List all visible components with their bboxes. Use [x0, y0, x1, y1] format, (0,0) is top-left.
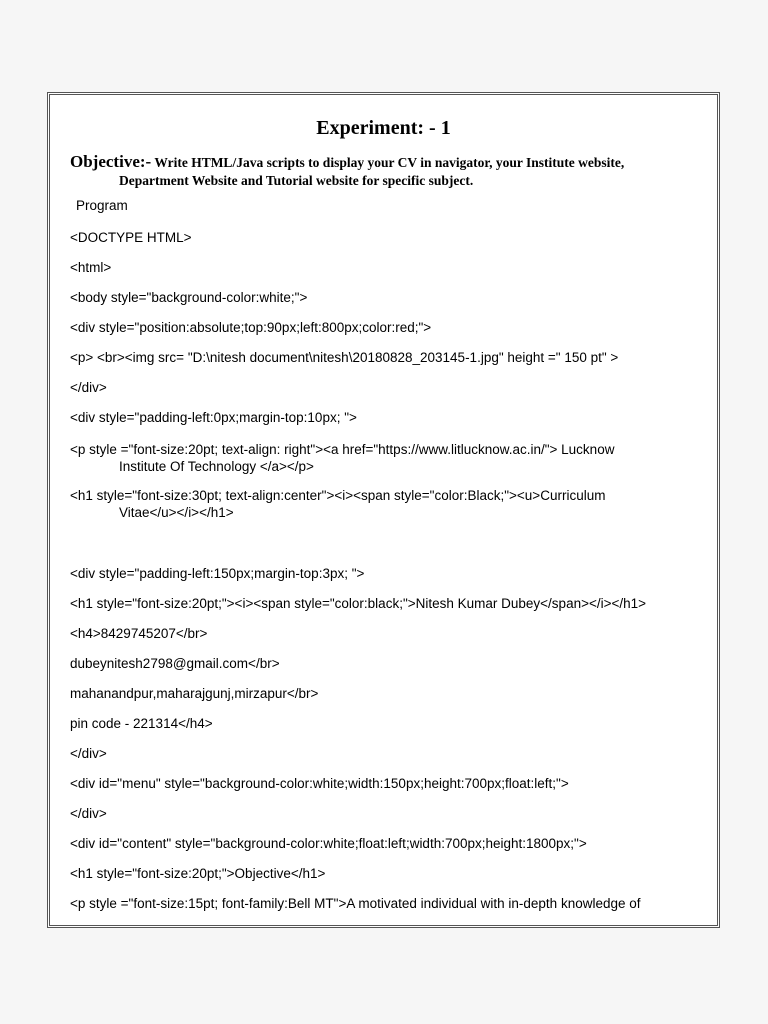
- code-line: dubeynitesh2798@gmail.com</br>: [70, 656, 280, 671]
- objective-text-line2: Department Website and Tutorial website for specific subject.: [119, 173, 474, 188]
- code-line: <h1 style="font-size:30pt; text-align:center"><i><span style="color:Black;"><u>Curriculum Vitae</u></i></h1>: [70, 488, 606, 520]
- code-line: </div>: [70, 380, 107, 395]
- code-line: <html>: [70, 260, 112, 275]
- code-line: <p style ="font-size:20pt; text-align: right"><a href="https://www.litlucknow.ac.in/"> Lucknow Institute Of Technology </a></p>: [70, 442, 615, 474]
- code-line: </div>: [70, 746, 107, 761]
- objective-paragraph: [70, 153, 703, 190]
- code-line: </div>: [70, 806, 107, 821]
- code-line: <h1 style="font-size:20pt;"><i><span style="color:black;">Nitesh Kumar Dubey</span></i></h1>: [70, 596, 647, 611]
- code-line: <div style="padding-left:150px;margin-top:3px; ">: [70, 566, 365, 581]
- code-line: <body style="background-color:white;">: [70, 290, 308, 305]
- code-line: <div id="menu" style="background-color:white;width:150px;height:700px;float:left;">: [70, 776, 569, 791]
- code-line: <p> <br><img src= "D:\nitesh document\nitesh\20180828_203145-1.jpg" height =" 150 pt" >: [70, 350, 619, 365]
- program-label: Program: [76, 198, 128, 213]
- code-line: <h1 style="font-size:20pt;">Objective</h1>: [70, 866, 326, 881]
- objective-label: Objective:-: [70, 152, 152, 171]
- code-line: mahanandpur,maharajgunj,mirzapur</br>: [70, 686, 319, 701]
- code-line: pin code - 221314</h4>: [70, 716, 213, 731]
- objective-text-line1: Write HTML/Java scripts to display your CV in navigator, your Institute website,: [154, 155, 625, 170]
- code-line: <div style="position:absolute;top:90px;left:800px;color:red;">: [70, 320, 432, 335]
- document-page: [47, 92, 720, 928]
- code-line: <div style="padding-left:0px;margin-top:10px; ">: [70, 410, 357, 425]
- page-title: Experiment: - 1: [316, 117, 451, 139]
- code-line: <DOCTYPE HTML>: [70, 230, 192, 245]
- code-line: <h4>8429745207</br>: [70, 626, 208, 641]
- code-line: <p style ="font-size:15pt; font-family:Bell MT">A motivated individual with in-depth knowledge of: [70, 896, 641, 911]
- code-line: <div id="content" style="background-color:white;float:left;width:700px;height:1800px;">: [70, 836, 587, 851]
